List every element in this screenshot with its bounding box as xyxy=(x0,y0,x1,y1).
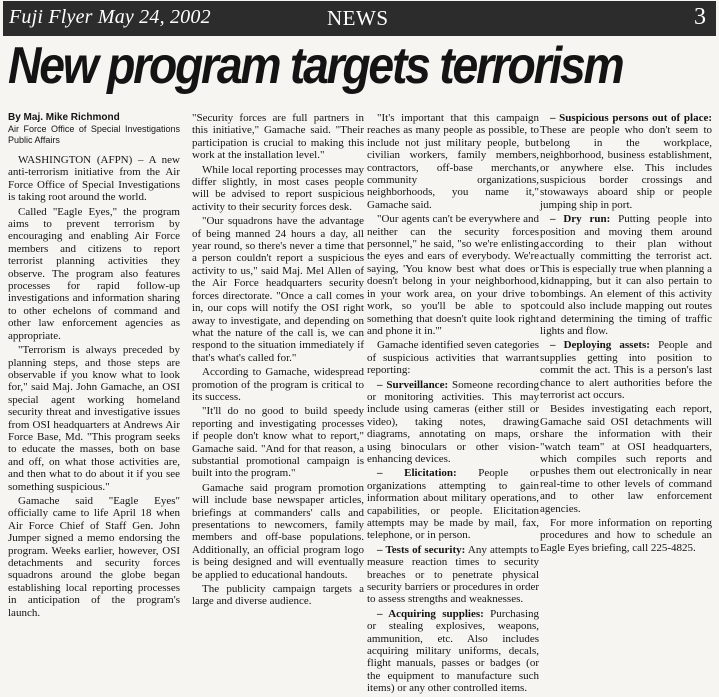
category-item xyxy=(540,213,712,337)
category-lead: – Tests of security: xyxy=(377,543,466,556)
section-name: NEWS xyxy=(327,6,389,30)
category-lead: – Acquiring supplies: xyxy=(377,607,484,620)
paragraph: Gamache identified seven categories of suspicious activities that warrant reporting: xyxy=(367,339,539,377)
category-lead: – Suspicious persons out of place: xyxy=(550,112,712,124)
byline-author: By Maj. Mike Richmond xyxy=(8,112,120,123)
paragraph: WASHINGTON (AFPN) – A new anti-terrorism initiative from the Air Force Office of Special Investigations is taking root around the world. xyxy=(8,154,180,204)
category-item xyxy=(540,112,712,211)
category-text: These are people who don't seem to belong in the workplace, neighborhood, business establishment, or anywhere else. This includes suspicious border crossings and stowaways aboard ship or people jumping ship in port. xyxy=(540,124,712,211)
category-lead: – Elicitation: xyxy=(377,467,457,480)
paragraph: According to Gamache, widespread promotion of the program is critical to its success. xyxy=(192,366,364,403)
paragraph: "Security forces are full partners in this initiative," Gamache said. "Their participation is crucial to making this work at the installation level." xyxy=(192,112,364,162)
paragraph: Gamache said program promotion will include base newspaper articles, briefings at commanders' calls and presentations to newcomers, family members and off-base populations. Additionally, an official program logo is being designed and will eventually be applied to educational handouts. xyxy=(192,481,364,581)
article-column-3 xyxy=(367,112,539,697)
paragraph: Called "Eagle Eyes," the program aims to prevent terrorism by encouraging and enabling Air Force members and citizens to report terrorist planning activities they observe. The program also features processes for rapid follow-up investigations and information sharing to other echelons of command and other law enforcement agencies as appropriate. xyxy=(8,205,180,342)
category-item xyxy=(367,608,539,695)
category-text: People or organizations attempting to gain information about military operations, capabilities, or people. Elicitation attempts may be made by mail, fax, telephone, or in person. xyxy=(367,467,539,542)
category-text: Purchasing or stealing explosives, weapons, ammunition, etc. Also includes acquiring military uniforms, decals, flight manuals, passes or badges (or the equipment to manufacture such items) or any other controlled items. xyxy=(367,607,540,695)
category-lead: – Surveillance: xyxy=(377,378,449,391)
paragraph: "Terrorism is always preceded by planning steps, and those steps are observable if you know what to look for," said Maj. John Gamache, an OSI special agent working homeland security threat and investigative issues from OSI headquarters at Andrews Air Force Base, Md. "This program seeks to educate the masses, both on base and off, on what those activities are, and then what to do about it if you see something suspicious." xyxy=(8,344,180,493)
category-text: People and supplies getting into position to commit the act. This is a person's last chance to alert authorities before the terrorist act occurs. xyxy=(540,339,712,401)
paragraph: "It'll do no good to build speedy reporting and investigating processes if people don't know what to report," Gamache said. "And for that reason, a substantial promotional campaign is built into the program." xyxy=(192,405,364,480)
article-column-2 xyxy=(192,112,364,610)
paragraph: "Our squadrons have the advantage of being manned 24 hours a day, all year round, so there's never a time that a person couldn't report a suspicious activity to us," said Maj. Mel Allen of the Air Force headquarters security forces directorate. "Once a call comes in, our cops will notify the OSI right away to investigate, and depending on what the nature of the call is, we can respond to the situation immediately if that's what's called for." xyxy=(192,215,364,364)
paragraph: For more information on reporting procedures and how to schedule an Eagle Eyes briefing, call 225-4825. xyxy=(540,517,712,554)
category-item xyxy=(367,379,539,466)
category-lead: – Dry run: xyxy=(550,213,611,226)
masthead-banner xyxy=(3,1,716,36)
paragraph: Besides investigating each report, Gamache said OSI detachments will share the information with their "watch team" at OSI headquarters, which compiles such reports and pushes them out electronically in near real-time to other levels of command and to other law enforcement agencies. xyxy=(540,403,712,515)
page-number: 3 xyxy=(694,4,706,30)
category-lead: – Deploying assets: xyxy=(550,339,650,352)
category-item xyxy=(540,339,712,401)
byline-title: Air Force Office of Special Investigations Public Affairs xyxy=(8,124,180,145)
headline: New program targets terrorism xyxy=(8,37,623,95)
category-text: Putting people into position and moving them around according to their plan without actually committing the terrorist act. This is especially true when planning a kidnapping, but it can also pertain to bombings. An element of this activity could also include mapping out routes and determining the timing of traffic lights and flow. xyxy=(540,213,713,337)
publication-info xyxy=(9,6,211,29)
paragraph: While local reporting processes may differ slightly, in most cases people will be advised to report suspicious activity to their security forces desk. xyxy=(192,163,364,213)
issue-date: May 24, 2002 xyxy=(97,6,211,28)
publication-name: Fuji Flyer xyxy=(9,6,93,28)
article-column-1 xyxy=(8,112,180,621)
paragraph: "It's important that this campaign reaches as many people as possible, to include not just military people, but civilian workers, family members, contractors, off-base merchants, community organizations, neighborhoods, you name it," Gamache said. xyxy=(367,112,539,211)
paragraph: "Our agents can't be everywhere and neither can the security forces personnel," he said, "so we're enlisting the eyes and ears of everybody. We're saying, 'You know best what does or doesn't belong in your neighborhood, in your work area, on your drive to work, so you'll be able to spot something that doesn't quite look right and phone it in.'" xyxy=(367,213,539,337)
paragraph: Gamache said "Eagle Eyes" officially came to life April 18 when Air Force Chief of Staff Gen. John Jumper signed a memo endorsing the program. Weeks earlier, however, OSI detachments and security forces squadrons around the globe began establishing local reporting processes in anticipation of the program's launch. xyxy=(8,494,180,619)
article-column-4 xyxy=(540,112,712,556)
category-text: Any attempts to measure reaction times to security breaches or to penetrate physical security barriers or procedures in order to assess strengths and weaknesses. xyxy=(367,543,539,606)
category-text: Someone recording or monitoring activities. This may include using cameras (either still or video), taking notes, drawing diagrams, annotating on maps, or using binoculars or other vision-enhancing devices. xyxy=(367,378,540,465)
paragraph: The publicity campaign targets a large and diverse audience. xyxy=(192,583,364,608)
category-item xyxy=(367,544,539,606)
